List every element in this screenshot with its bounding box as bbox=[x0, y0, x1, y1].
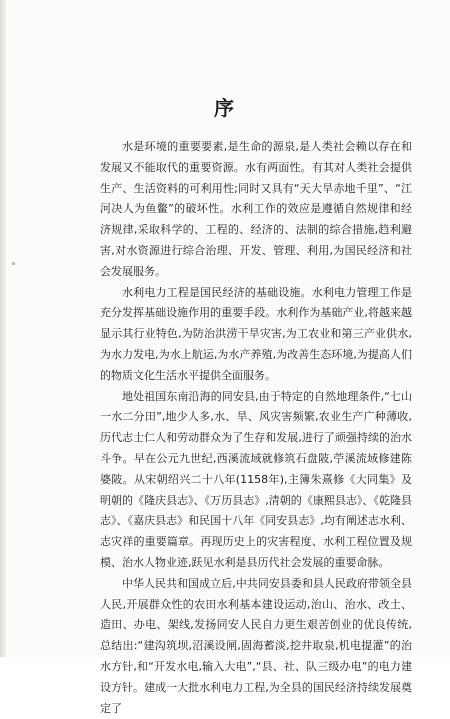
preface-body bbox=[100, 137, 412, 719]
paragraph-1: 水是环境的重要要素,是生命的源泉,是人类社会赖以存在和发展又不能取代的重要资源。水有两面性。有其对人类社会提供生产、生活资料的可利用性;同时又具有“天大旱赤地千里”、“江河决人为鱼鳖”的破坏性。水利工作的效应是遵循自然规律和经济规律,采取科学的、工程的、经济的、法制的综合措施,趋利避害,对水资源进行综合治理、开发、管理、利用,为国民经济和社会发展服务。 bbox=[100, 140, 412, 278]
paragraph-3: 地处祖国东南沿海的同安县,由于特定的自然地理条件,“七山一水二分田”,地少人多,水、旱、风灾害频繁,农业生产广种薄收,历代志士仁人和劳动群众为了生存和发展,进行了顽强持续的治水斗争。早在公元九世纪,西溪流域就修筑石盘陂,苧溪流域修建陈婆陂。从宋朝绍兴二十八年(1158年),主簿朱熹修《大同集》及明朝的《隆庆县志》、《万历县志》,清朝的《康熙县志》、《乾隆县志》、《嘉庆县志》和民国十八年《同安县志》,均有阐述志水利、志灾祥的重要篇章。再现历史上的灾害程度、水利工程位置及规模、治水人物业迹,跃见水利是县历代社会发展的重要命脉。 bbox=[100, 389, 412, 569]
paragraph-4: 中华人民共和国成立后,中共同安县委和县人民政府带领全县人民,开展群众性的农田水利基本建设运动,治山、治水、改土、造田、办电、架线,发扬同安人民自力更生艰苦创业的优良传统,总结出:“建沟筑坝,沼溪设闸,固海蓄淡,挖井取泉,机电提灌”的治水方针,和“开发水电,输入大电”,“县、社、队三级办电”的电力建设方针。建成一大批水利电力工程,为全县的国民经济持续发展奠定了 bbox=[100, 576, 412, 715]
paragraph-2: 水利电力工程是国民经济的基础设施。水利电力管理工作是充分发挥基础设施作用的重要手段。水利作为基础产业,将越来越显示其行业特色,为防治洪涝干旱灾害,为工农业和第三产业供水,为水力发电,为水上航运,为水产养殖,为改善生态环境,为提高人们的物质文化生活水平提供全面服务。 bbox=[100, 285, 412, 382]
page-title: 序 bbox=[214, 96, 236, 120]
margin-speck bbox=[12, 262, 15, 265]
